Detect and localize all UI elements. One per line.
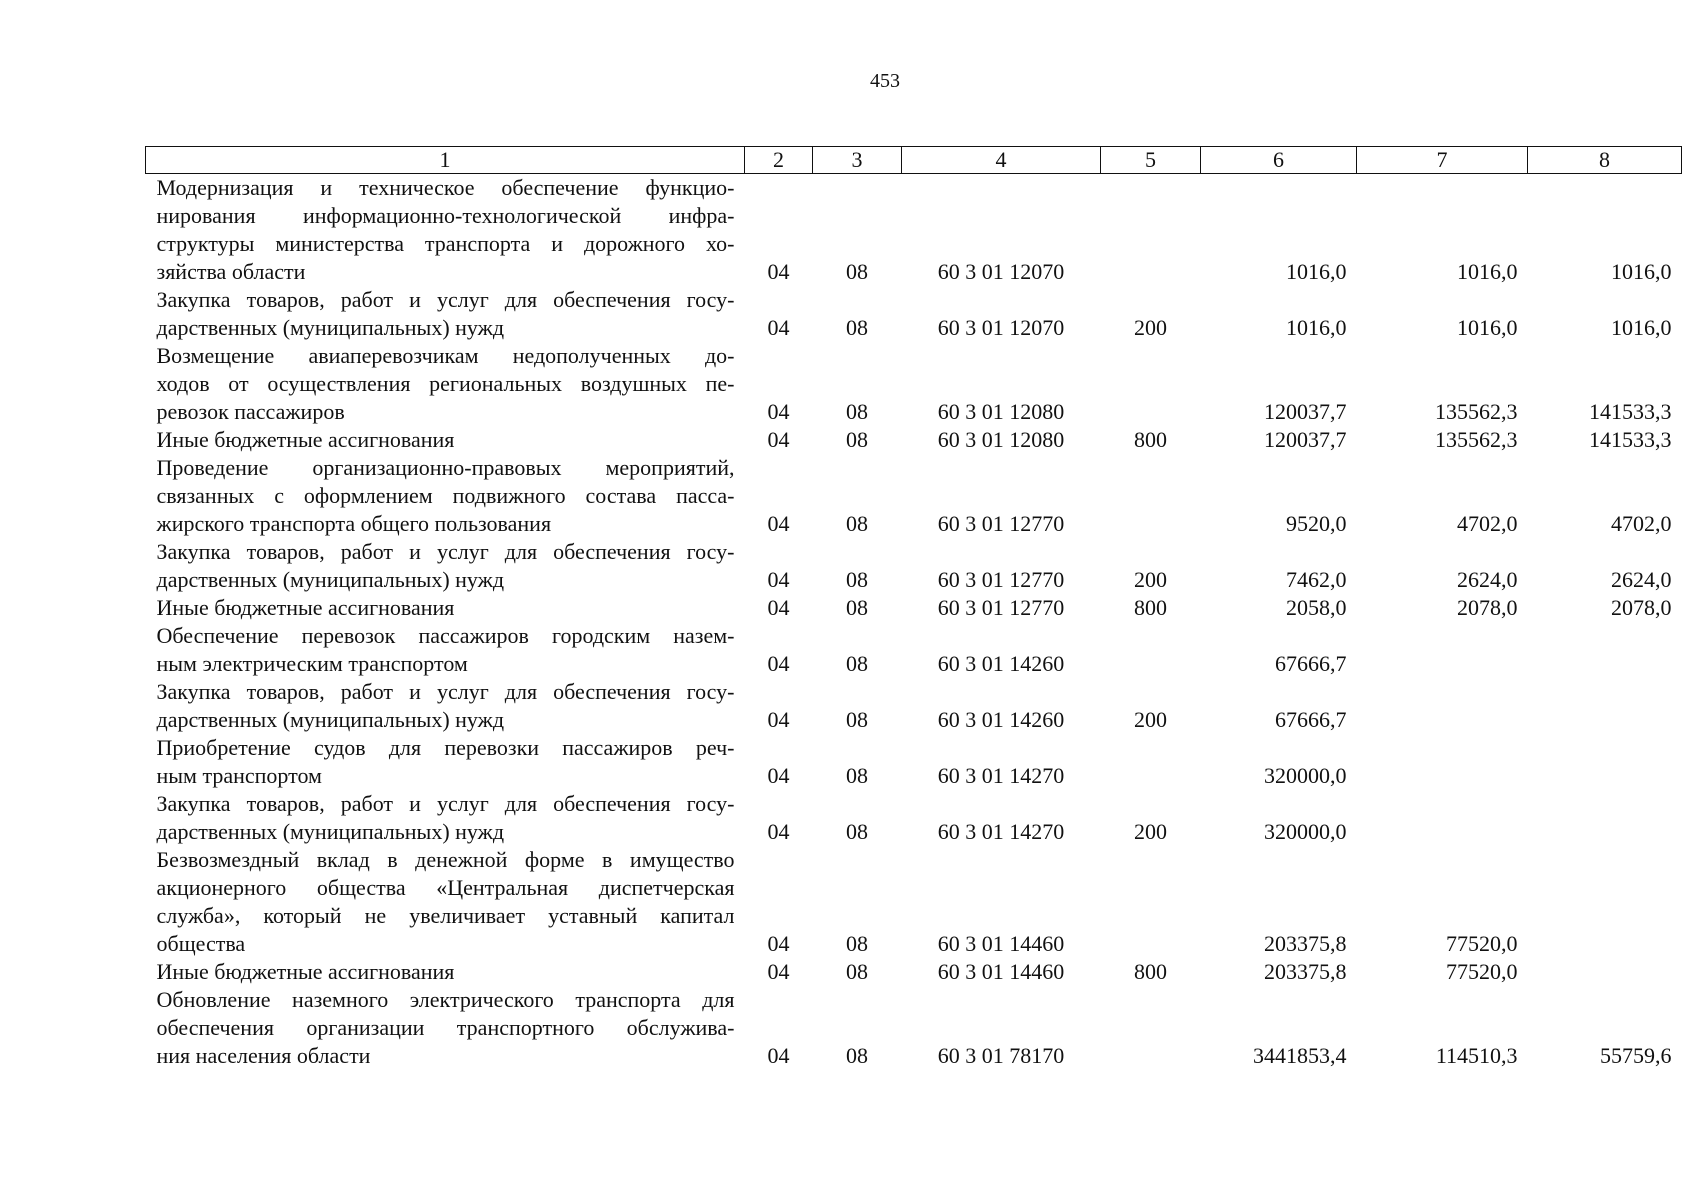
row-name <box>146 594 745 622</box>
header-col-1: 1 <box>146 147 745 174</box>
header-col-7: 7 <box>1357 147 1528 174</box>
row-target-code: 60 3 01 78170 <box>937 1043 1065 1068</box>
row-subsection: 08 <box>846 427 868 452</box>
header-col-6: 6 <box>1201 147 1357 174</box>
row-expense-type <box>1101 986 1201 1070</box>
table-row <box>146 734 1682 790</box>
row-name-line: Проведение организационно-правовых мероприятий, <box>156 455 735 480</box>
row-amount-col-8 <box>1528 958 1682 986</box>
row-expense-type <box>1101 454 1201 538</box>
row-target-code: 60 3 01 14260 <box>937 707 1065 732</box>
row-amount-col-8 <box>1528 622 1682 678</box>
row-name-line: дарственных (муниципальных) нужд <box>156 707 505 732</box>
row-name-line: связанных с оформлением подвижного состава пасса- <box>156 483 735 508</box>
row-amount-col-7 <box>1357 678 1528 734</box>
row-amount-col-7 <box>1357 734 1528 790</box>
row-amount-col-6: 320000,0 <box>1264 763 1347 788</box>
row-amount-col-8 <box>1528 734 1682 790</box>
row-name-line: обеспечения организации транспортного обслужива- <box>156 1015 735 1040</box>
row-expense-type: 200 <box>1134 819 1167 844</box>
table-row <box>146 342 1682 426</box>
row-name <box>146 846 745 958</box>
row-amount-col-7: 135562,3 <box>1435 427 1518 452</box>
table-row <box>146 958 1682 986</box>
row-subsection: 08 <box>846 1043 868 1068</box>
row-amount-col-7: 135562,3 <box>1435 399 1518 424</box>
row-expense-type <box>1101 622 1201 678</box>
row-name-line: Обеспечение перевозок пассажиров городским назем- <box>156 623 735 648</box>
row-name-line: ревозок пассажиров <box>156 399 345 424</box>
row-section: 04 <box>767 399 790 424</box>
row-target-code: 60 3 01 14270 <box>937 819 1065 844</box>
row-name-line: дарственных (муниципальных) нужд <box>156 315 505 340</box>
row-expense-type: 800 <box>1134 595 1167 620</box>
row-subsection: 08 <box>846 399 868 424</box>
row-amount-col-8: 1016,0 <box>1611 315 1672 340</box>
row-name-line: ным транспортом <box>156 763 322 788</box>
row-amount-col-7: 77520,0 <box>1446 931 1518 956</box>
row-name-line: общества <box>156 931 246 956</box>
row-name <box>146 342 745 426</box>
header-col-8: 8 <box>1528 147 1682 174</box>
row-name <box>146 958 745 986</box>
row-name <box>146 734 745 790</box>
row-amount-col-8: 2078,0 <box>1611 595 1672 620</box>
row-amount-col-6: 3441853,4 <box>1253 1043 1347 1068</box>
table-row <box>146 454 1682 538</box>
row-amount-col-7: 1016,0 <box>1457 259 1518 284</box>
row-name-line: Безвозмездный вклад в денежной форме в имущество <box>156 847 735 872</box>
row-name-line: Возмещение авиаперевозчикам недополученных до- <box>156 343 735 368</box>
row-name <box>146 426 745 454</box>
header-row <box>146 147 1682 174</box>
row-name-line: ния населения области <box>156 1043 371 1068</box>
row-name-line: Иные бюджетные ассигнования <box>156 959 455 984</box>
row-subsection: 08 <box>846 959 868 984</box>
row-section: 04 <box>767 567 790 592</box>
table-row <box>146 174 1682 287</box>
row-amount-col-8: 141533,3 <box>1589 427 1672 452</box>
row-name <box>146 454 745 538</box>
row-name-line: жирского транспорта общего пользования <box>156 511 552 536</box>
row-target-code: 60 3 01 14460 <box>937 959 1065 984</box>
row-name-line: Закупка товаров, работ и услуг для обеспечения госу- <box>156 679 735 704</box>
row-expense-type <box>1101 734 1201 790</box>
table-row <box>146 594 1682 622</box>
row-section: 04 <box>767 707 790 732</box>
row-name <box>146 790 745 846</box>
row-name-line: дарственных (муниципальных) нужд <box>156 819 505 844</box>
row-amount-col-6: 120037,7 <box>1264 427 1347 452</box>
row-target-code: 60 3 01 12070 <box>937 259 1065 284</box>
row-expense-type <box>1101 846 1201 958</box>
row-target-code: 60 3 01 14270 <box>937 763 1065 788</box>
row-subsection: 08 <box>846 819 868 844</box>
row-name-line: акционерного общества «Центральная диспетчерская <box>156 875 735 900</box>
row-section: 04 <box>767 763 790 788</box>
row-section: 04 <box>767 595 790 620</box>
row-amount-col-8: 1016,0 <box>1611 259 1672 284</box>
row-amount-col-8: 4702,0 <box>1611 511 1672 536</box>
row-target-code: 60 3 01 14460 <box>937 931 1065 956</box>
row-name-line: нирования информационно-технологической инфра- <box>156 203 735 228</box>
row-section: 04 <box>767 427 790 452</box>
row-amount-col-8: 55759,6 <box>1600 1043 1672 1068</box>
row-amount-col-7: 2078,0 <box>1457 595 1518 620</box>
row-subsection: 08 <box>846 707 868 732</box>
row-amount-col-6: 7462,0 <box>1286 567 1347 592</box>
row-name-line: Иные бюджетные ассигнования <box>156 427 455 452</box>
row-name-line: служба», который не увеличивает уставный капитал <box>156 903 735 928</box>
row-section: 04 <box>767 511 790 536</box>
row-amount-col-8 <box>1528 790 1682 846</box>
row-name-line: Модернизация и техническое обеспечение функцио- <box>156 175 735 200</box>
row-amount-col-7: 4702,0 <box>1457 511 1518 536</box>
row-section: 04 <box>767 315 790 340</box>
header-col-5: 5 <box>1101 147 1201 174</box>
row-amount-col-6: 67666,7 <box>1275 651 1347 676</box>
row-section: 04 <box>767 959 790 984</box>
row-subsection: 08 <box>846 511 868 536</box>
row-expense-type: 800 <box>1134 427 1167 452</box>
row-target-code: 60 3 01 12770 <box>937 595 1065 620</box>
table-row <box>146 846 1682 958</box>
row-name-line: дарственных (муниципальных) нужд <box>156 567 505 592</box>
row-amount-col-6: 1016,0 <box>1286 315 1347 340</box>
row-amount-col-6: 67666,7 <box>1275 707 1347 732</box>
row-expense-type: 200 <box>1134 315 1167 340</box>
table-row <box>146 986 1682 1070</box>
row-amount-col-7 <box>1357 622 1528 678</box>
row-subsection: 08 <box>846 651 868 676</box>
row-name-line: Закупка товаров, работ и услуг для обеспечения госу- <box>156 287 735 312</box>
row-name <box>146 986 745 1070</box>
row-amount-col-6: 9520,0 <box>1286 511 1347 536</box>
table-row <box>146 790 1682 846</box>
row-target-code: 60 3 01 12770 <box>937 567 1065 592</box>
row-subsection: 08 <box>846 259 868 284</box>
row-name <box>146 538 745 594</box>
row-name-line: Закупка товаров, работ и услуг для обеспечения госу- <box>156 539 735 564</box>
table-body <box>146 174 1682 1071</box>
row-expense-type: 200 <box>1134 707 1167 732</box>
row-name-line: Иные бюджетные ассигнования <box>156 595 455 620</box>
row-target-code: 60 3 01 14260 <box>937 651 1065 676</box>
row-amount-col-7: 114510,3 <box>1435 1043 1518 1068</box>
row-amount-col-6: 2058,0 <box>1286 595 1347 620</box>
header-col-2: 2 <box>745 147 813 174</box>
table-row <box>146 286 1682 342</box>
row-amount-col-7: 2624,0 <box>1457 567 1518 592</box>
page-number: 453 <box>870 70 900 92</box>
row-subsection: 08 <box>846 931 868 956</box>
row-section: 04 <box>767 651 790 676</box>
row-subsection: 08 <box>846 315 868 340</box>
row-name <box>146 286 745 342</box>
row-expense-type: 800 <box>1134 959 1167 984</box>
header-col-3: 3 <box>813 147 902 174</box>
row-section: 04 <box>767 259 790 284</box>
row-subsection: 08 <box>846 595 868 620</box>
row-name-line: зяйства области <box>156 259 306 284</box>
row-section: 04 <box>767 931 790 956</box>
table-row <box>146 426 1682 454</box>
row-subsection: 08 <box>846 567 868 592</box>
header-col-4: 4 <box>902 147 1101 174</box>
row-target-code: 60 3 01 12070 <box>937 315 1065 340</box>
row-amount-col-6: 120037,7 <box>1264 399 1347 424</box>
row-amount-col-8: 2624,0 <box>1611 567 1672 592</box>
row-name-line: ным электрическим транспортом <box>156 651 468 676</box>
row-name-line: структуры министерства транспорта и дорожного хо- <box>156 231 735 256</box>
row-amount-col-7 <box>1357 790 1528 846</box>
row-amount-col-6: 1016,0 <box>1286 259 1347 284</box>
row-amount-col-8 <box>1528 846 1682 958</box>
row-name <box>146 622 745 678</box>
row-name <box>146 678 745 734</box>
row-amount-col-6: 203375,8 <box>1264 931 1347 956</box>
row-name <box>146 174 745 287</box>
row-subsection: 08 <box>846 763 868 788</box>
row-amount-col-7: 77520,0 <box>1446 959 1518 984</box>
row-target-code: 60 3 01 12080 <box>937 427 1065 452</box>
row-name-line: Приобретение судов для перевозки пассажиров реч- <box>156 735 735 760</box>
row-expense-type <box>1101 174 1201 287</box>
table-row <box>146 622 1682 678</box>
row-amount-col-8 <box>1528 678 1682 734</box>
budget-table <box>145 146 1682 1070</box>
row-name-line: Закупка товаров, работ и услуг для обеспечения госу- <box>156 791 735 816</box>
row-expense-type <box>1101 342 1201 426</box>
row-amount-col-6: 320000,0 <box>1264 819 1347 844</box>
table-row <box>146 678 1682 734</box>
row-section: 04 <box>767 1043 790 1068</box>
row-amount-col-6: 203375,8 <box>1264 959 1347 984</box>
row-section: 04 <box>767 819 790 844</box>
row-target-code: 60 3 01 12080 <box>937 399 1065 424</box>
row-name-line: ходов от осуществления региональных воздушных пе- <box>156 371 735 396</box>
row-amount-col-7: 1016,0 <box>1457 315 1518 340</box>
row-name-line: Обновление наземного электрического транспорта для <box>156 987 735 1012</box>
row-expense-type: 200 <box>1134 567 1167 592</box>
table-row <box>146 538 1682 594</box>
row-target-code: 60 3 01 12770 <box>937 511 1065 536</box>
row-amount-col-8: 141533,3 <box>1589 399 1672 424</box>
